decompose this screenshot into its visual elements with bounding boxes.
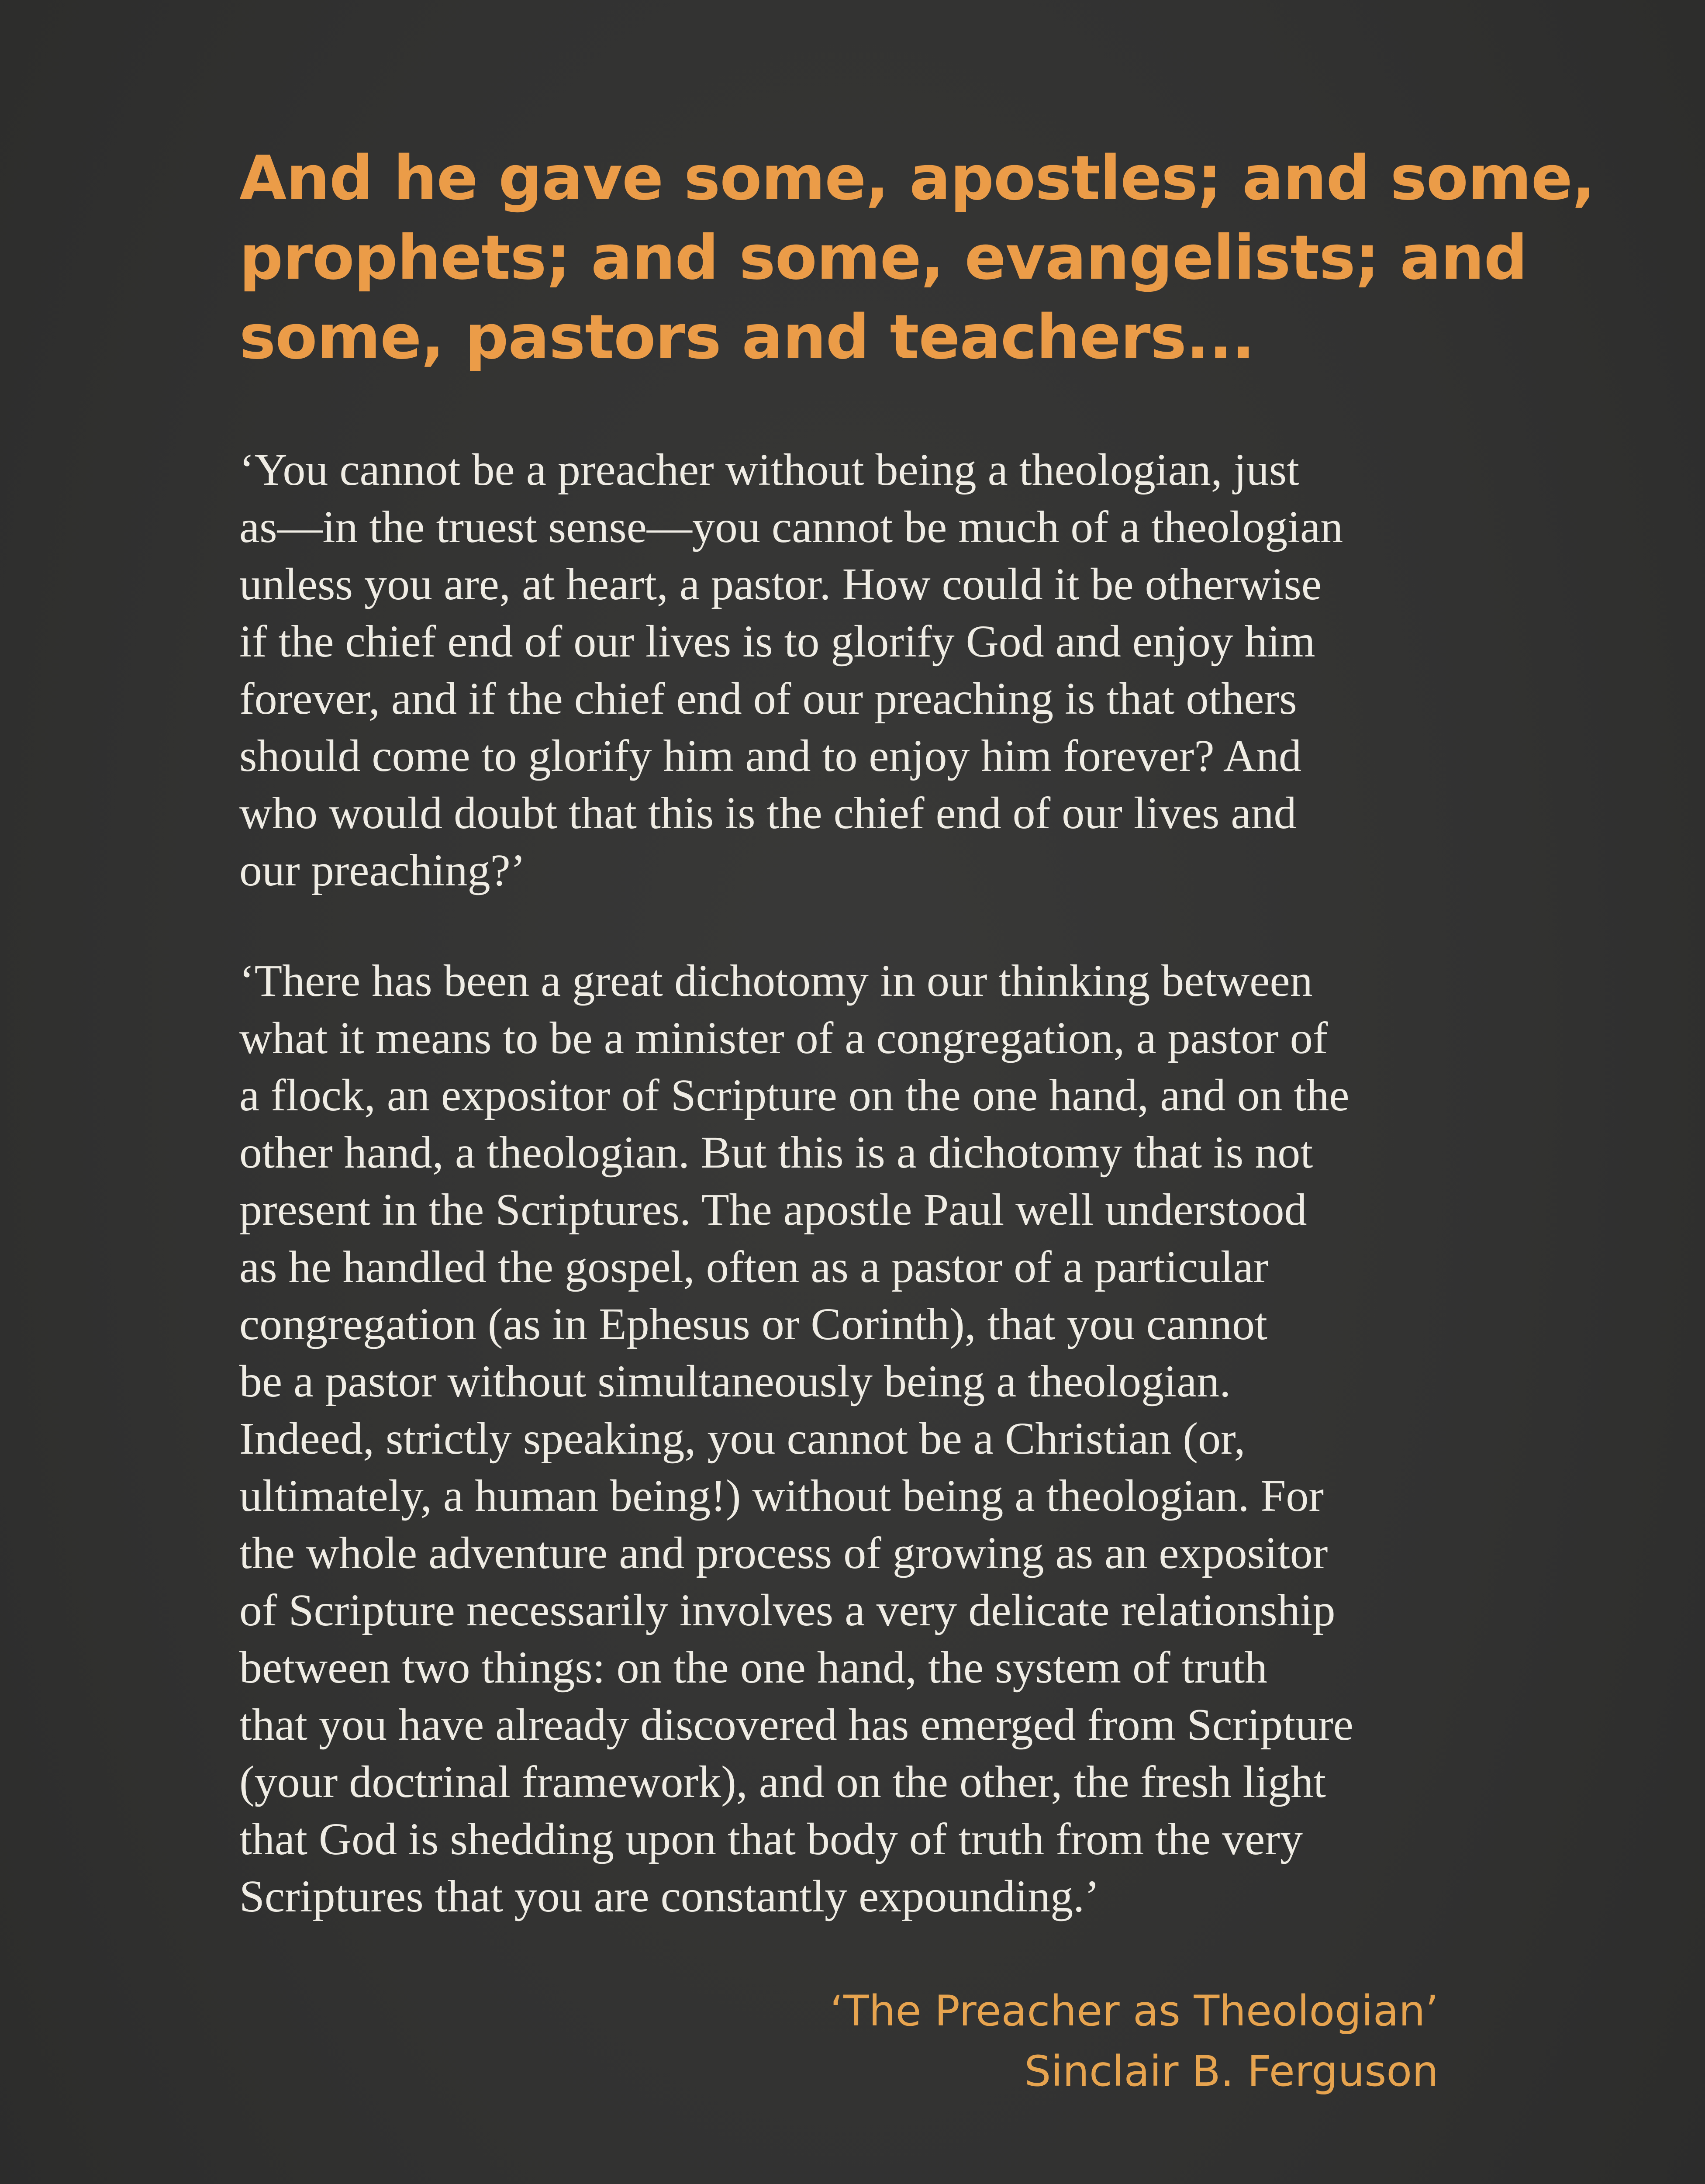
quote-line: who would doubt that this is the chief end of our lives and [239,788,1297,838]
quote-paragraph-2 [239,952,1550,1925]
quote-line: congregation (as in Ephesus or Corinth), that you cannot [239,1299,1267,1349]
quote-line: Indeed, strictly speaking, you cannot be a Christian (or, [239,1413,1246,1464]
quote-paragraph-1 [239,441,1550,899]
attribution-author: Sinclair B. Ferguson [1024,2047,1439,2096]
quote-line: what it means to be a minister of a congregation, a pastor of [239,1013,1328,1063]
headline-verse [239,139,1593,377]
quote-line: between two things: on the one hand, the system of truth [239,1642,1268,1693]
quote-line: our preaching?’ [239,845,526,895]
attribution-title: ‘The Preacher as Theologian’ [830,1987,1439,2035]
headline-line: prophets; and some, evangelists; and [239,222,1527,294]
quote-line: ‘There has been a great dichotomy in our thinking between [239,956,1313,1006]
quote-line: Scriptures that you are constantly expounding.’ [239,1871,1100,1921]
quote-line: of Scripture necessarily involves a very delicate relationship [239,1585,1336,1635]
quote-line: if the chief end of our lives is to glorify God and enjoy him [239,616,1315,667]
headline-line: And he gave some, apostles; and some, [239,143,1595,214]
quote-line: that you have already discovered has emerged from Scripture [239,1700,1353,1750]
quote-line: (your doctrinal framework), and on the other, the fresh light [239,1757,1326,1807]
quote-line: ultimately, a human being!) without being a theologian. For [239,1471,1324,1521]
headline-line: some, pastors and teachers... [239,302,1255,373]
quote-line: a flock, an expositor of Scripture on the one hand, and on the [239,1070,1350,1120]
quote-line: ‘You cannot be a preacher without being a theologian, just [239,445,1300,495]
quote-attribution [830,1981,1439,2101]
quote-line: be a pastor without simultaneously being a theologian. [239,1356,1231,1406]
quote-line: forever, and if the chief end of our preaching is that others [239,674,1297,724]
quote-line: present in the Scriptures. The apostle Paul well understood [239,1185,1307,1235]
quote-line: unless you are, at heart, a pastor. How could it be otherwise [239,559,1322,609]
quote-line: that God is shedding upon that body of truth from the very [239,1814,1303,1864]
quote-line: as—in the truest sense—you cannot be much of a theologian [239,502,1343,552]
quote-line: other hand, a theologian. But this is a dichotomy that is not [239,1127,1313,1178]
quote-line: the whole adventure and process of growing as an expositor [239,1528,1328,1578]
quote-line: as he handled the gospel, often as a pastor of a particular [239,1242,1269,1292]
quote-line: should come to glorify him and to enjoy him forever? And [239,731,1301,781]
